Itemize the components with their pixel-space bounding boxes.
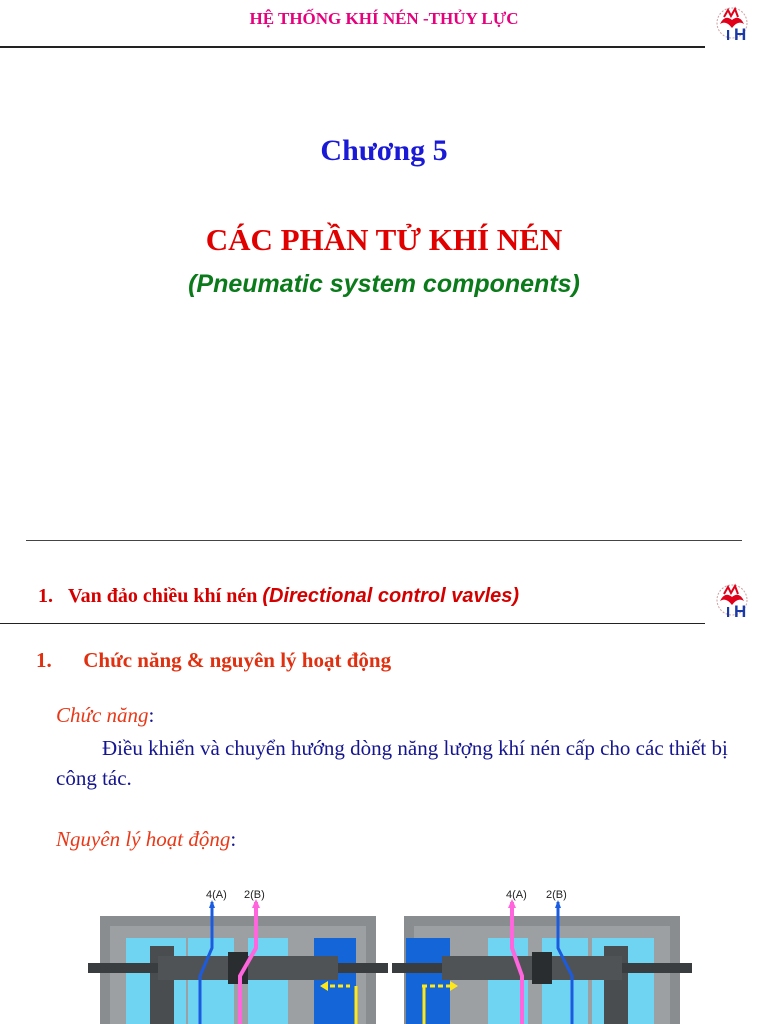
function-text: Điều khiển và chuyển hướng dòng năng lượng khí nén cấp cho các thiết bị công tác. xyxy=(56,736,728,790)
port-a-label-left: 4(A) xyxy=(206,889,227,901)
header-title: HỆ THỐNG KHÍ NÉN -THỦY LỰC xyxy=(249,9,519,28)
svg-text:I: I xyxy=(726,604,731,621)
heading-vietnamese: Van đảo chiều khí nén xyxy=(68,585,258,607)
port-a-label-right: 4(A) xyxy=(506,889,527,901)
valve-diagram-right xyxy=(392,886,692,1024)
heading-rule xyxy=(0,623,705,624)
main-title: CÁC PHẦN TỬ KHÍ NÉN xyxy=(205,222,563,257)
heading-number: 1. xyxy=(38,585,53,607)
valve-diagram-left xyxy=(88,886,388,1024)
slide-2 xyxy=(0,541,768,1024)
function-label: Chức năng: xyxy=(56,703,155,727)
port-b-label-right: 2(B) xyxy=(546,889,567,901)
slide-heading xyxy=(38,585,519,608)
svg-text:I: I xyxy=(726,27,731,44)
port-b-label-left: 2(B) xyxy=(244,889,265,901)
section-title: 1. Chức năng & nguyên lý hoạt động xyxy=(36,648,392,672)
university-logo-icon xyxy=(712,581,762,621)
header-rule xyxy=(0,46,705,48)
heading-english: (Directional control vavles) xyxy=(262,585,520,607)
chapter-title: Chương 5 xyxy=(320,134,448,167)
svg-text:H: H xyxy=(734,25,747,44)
subtitle: (Pneumatic system components) xyxy=(188,270,580,298)
university-logo-icon xyxy=(712,4,762,44)
svg-text:H: H xyxy=(734,602,747,621)
principle-label: Nguyên lý hoạt động: xyxy=(56,827,237,851)
